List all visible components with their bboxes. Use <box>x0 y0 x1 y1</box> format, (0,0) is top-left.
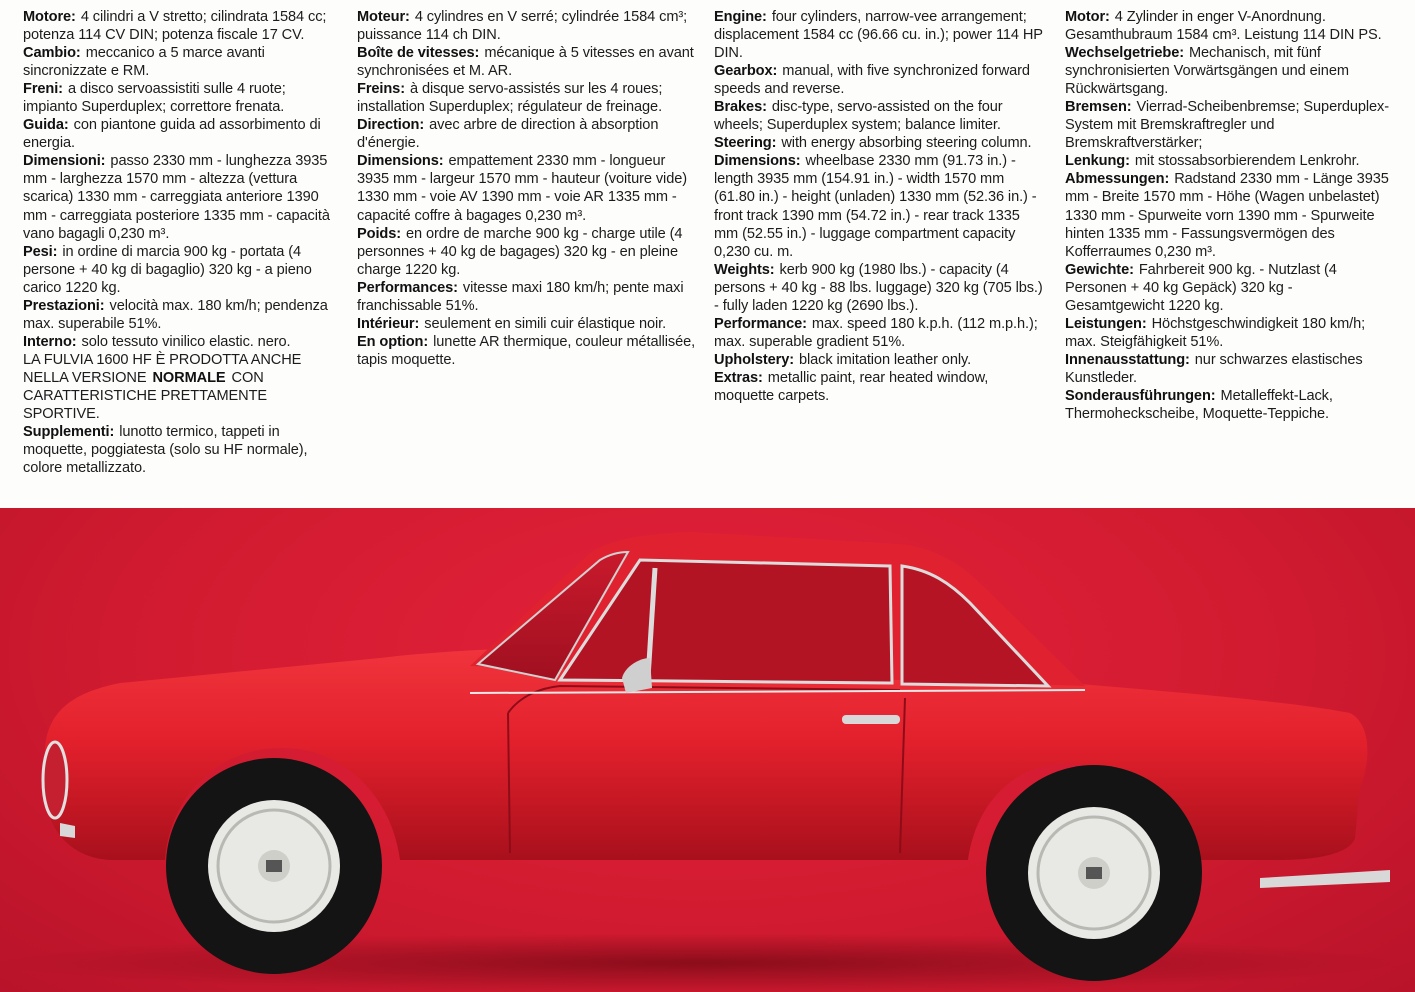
spec-value: four cylinders, narrow-vee arrangement; displacement 1584 cc (96.66 cu. in.); power 114 HP DIN. <box>714 9 1043 62</box>
spec-entry <box>714 315 1046 351</box>
spec-value: con piantone guida ad assorbimento di energia. <box>23 117 321 152</box>
spec-label: Bremsen: <box>1065 99 1132 116</box>
spec-entry <box>357 116 697 152</box>
spec-value: empattement 2330 mm - longueur 3935 mm - largeur 1570 mm - hauteur (voiture vide) 1330 mm - voie AV 1390 mm - voie AR 1335 mm - capacité coffre à bagages 0,230 m³. <box>357 153 687 224</box>
spec-value: Metalleffekt-Lack, Thermoheckscheibe, Moquette-Teppiche. <box>1065 387 1333 423</box>
spec-value: Radstand 2330 mm - Länge 3935 mm - Breite 1570 mm - Höhe (Wagen unbelastet) 1330 mm - Spurweite vorn 1390 mm - Spurweite hinten 1335 mm - Fassungsvermögen des Kofferraumes 0,230 m³. <box>1065 171 1389 260</box>
spec-label: Brakes: <box>714 99 767 116</box>
spec-value: nur schwarzes elastisches Kunstleder. <box>1065 351 1363 386</box>
specs-column-english <box>714 8 1046 405</box>
spec-label: Dimensions: <box>714 153 801 170</box>
spec-label: Prestazioni: <box>23 297 105 314</box>
specs-column-italian <box>23 8 341 477</box>
spec-value: Mechanisch, mit fünf synchronisierten Vorwärtsgängen und einem Rückwärtsgang. <box>1065 45 1349 98</box>
spec-entry <box>1065 152 1395 170</box>
spec-entry <box>1065 261 1395 315</box>
spec-value: 4 cylindres en V serré; cylindrée 1584 cm³; puissance 114 ch DIN. <box>357 9 688 44</box>
spec-entry <box>357 44 697 80</box>
spec-value: à disque servo-assistés sur les 4 roues; installation Superduplex; régulateur de freinage. <box>357 81 663 116</box>
spec-value: 4 cilindri a V stretto; cilindrata 1584 cc; potenza 114 CV DIN; potenza fiscale 17 CV. <box>23 9 327 44</box>
spec-entry <box>714 152 1046 260</box>
spec-entry <box>357 8 697 44</box>
spec-entry <box>714 134 1046 152</box>
spec-label: Steering: <box>714 135 777 152</box>
spec-value: Vierrad-Scheibenbremse; Superduplex-System mit Bremskraftregler und Bremskraftverstärker; <box>1065 99 1390 152</box>
spec-entry <box>357 279 697 315</box>
spec-value: with energy absorbing steering column. <box>781 135 1032 152</box>
spec-label: Performances: <box>357 279 458 296</box>
spec-value: manual, with five synchronized forward speeds and reverse. <box>714 63 1030 98</box>
spec-label: Performance: <box>714 315 807 332</box>
spec-label: Intérieur: <box>357 315 420 332</box>
spec-label: Dimensioni: <box>23 153 106 170</box>
spec-label: Dimensions: <box>357 153 444 170</box>
spec-value: wheelbase 2330 mm (91.73 in.) - length 3935 mm (154.91 in.) - width 1570 mm (61.80 in.) - height (unladen) 1330 mm (52.36 in.) - front track 1390 mm (54.72 in.) - rear track 1335 mm (52.55 in.) - luggage compartment capacity 0,230 cu. m. <box>714 153 1037 260</box>
spec-entry <box>23 333 341 351</box>
spec-label: Extras: <box>714 369 763 386</box>
spec-entry <box>1065 8 1395 44</box>
spec-entry <box>357 225 697 279</box>
spec-value: Fahrbereit 900 kg. - Nutzlast (4 Personen + 40 kg Gepäck) 320 kg - Gesamtgewicht 1220 kg. <box>1065 261 1337 314</box>
spec-entry <box>1065 351 1395 387</box>
spec-label: Gewichte: <box>1065 261 1134 278</box>
spec-entry <box>714 62 1046 98</box>
spec-label: Interno: <box>23 333 77 350</box>
spec-value: en ordre de marche 900 kg - charge utile (4 personnes + 40 kg de bagages) 320 kg - en pleine charge 1220 kg. <box>357 225 683 278</box>
spec-value: seulement en simili cuir élastique noir. <box>424 315 667 332</box>
spec-label: Pesi: <box>23 243 58 260</box>
spec-entry <box>357 80 697 116</box>
spec-entry <box>23 44 341 80</box>
spec-label: Freni: <box>23 81 63 98</box>
spec-value: vitesse maxi 180 km/h; pente maxi franchissable 51%. <box>357 279 684 314</box>
spec-entry <box>714 261 1046 315</box>
spec-value: avec arbre de direction à absorption d'énergie. <box>357 117 659 152</box>
spec-label: Engine: <box>714 9 767 25</box>
spec-label: Abmessungen: <box>1065 171 1170 188</box>
spec-label: Innenausstattung: <box>1065 351 1190 368</box>
red-coupe-side-view-icon <box>0 508 1415 992</box>
door-handle <box>842 715 900 724</box>
spec-label: Leistungen: <box>1065 315 1147 332</box>
specs-column-french <box>357 8 697 369</box>
car-photo <box>0 508 1415 992</box>
spec-value: disc-type, servo-assisted on the four wheels; Superduplex system; balance limiter. <box>714 99 1003 134</box>
spec-label: Wechselgetriebe: <box>1065 45 1184 62</box>
spec-label: Supplementi: <box>23 424 115 441</box>
spec-value: mit stossabsorbierendem Lenkrohr. <box>1134 153 1360 170</box>
spec-entry <box>23 116 341 152</box>
spec-value: metallic paint, rear heated window, moquette carpets. <box>714 369 989 404</box>
spec-value: solo tessuto vinilico elastic. nero. <box>81 333 291 350</box>
spec-entry <box>1065 44 1395 98</box>
spec-entry <box>23 297 341 333</box>
spec-entry <box>714 351 1046 369</box>
version-note-text: CON CARATTERISTICHE PRETTAMENTE SPORTIVE. <box>23 369 268 423</box>
spec-label: Sonderausführungen: <box>1065 387 1216 404</box>
spec-entry <box>357 333 697 369</box>
spec-label: En option: <box>357 333 429 350</box>
spec-entry <box>357 315 697 333</box>
version-note-emphasis: NORMALE <box>152 369 226 386</box>
spec-entry <box>23 243 341 297</box>
spec-value: lunette AR thermique, couleur métallisée, tapis moquette. <box>357 333 696 368</box>
spec-label: Guida: <box>23 117 69 134</box>
spec-value: in ordine di marcia 900 kg - portata (4 persone + 40 kg di bagaglio) 320 kg - a pieno carico 1220 kg. <box>23 243 312 296</box>
rear-bumper <box>1260 870 1390 888</box>
spec-entry <box>23 423 341 477</box>
spec-label: Freins: <box>357 81 405 98</box>
headlight <box>43 742 67 818</box>
spec-entry <box>23 8 341 44</box>
spec-label: Moteur: <box>357 9 410 25</box>
spec-entry <box>1065 170 1395 260</box>
spec-value: kerb 900 kg (1980 lbs.) - capacity (4 persons + 40 kg - 88 lbs. luggage) 320 kg (705 lbs.) - fully laden 1220 kg (2690 lbs.). <box>714 261 1043 314</box>
spec-entry <box>1065 98 1395 152</box>
spec-value: lunotto termico, tappeti in moquette, poggiatesta (solo su HF normale), colore metallizzato. <box>23 424 308 477</box>
spec-value: passo 2330 mm - lunghezza 3935 mm - larghezza 1570 mm - altezza (vettura scarica) 1330 mm - carreggiata anteriore 1390 mm - carreggiata posteriore 1335 mm - capacità vano bagagli 0,230 m³. <box>23 153 330 242</box>
spec-entry <box>714 98 1046 134</box>
spec-label: Gearbox: <box>714 63 778 80</box>
spec-label: Motor: <box>1065 9 1110 25</box>
spec-entry <box>714 369 1046 405</box>
spec-label: Lenkung: <box>1065 153 1130 170</box>
spec-value: meccanico a 5 marce avanti sincronizzate e RM. <box>23 45 265 80</box>
front-wheel-icon <box>166 758 382 974</box>
spec-value: black imitation leather only. <box>799 351 972 368</box>
spec-label: Boîte de vitesses: <box>357 45 480 62</box>
spec-value: a disco servoassistiti sulle 4 ruote; impianto Superduplex; correttore frenata. <box>23 81 286 116</box>
spec-entry <box>1065 387 1395 423</box>
spec-entry <box>357 152 697 224</box>
spec-label: Cambio: <box>23 45 81 62</box>
spec-value: Höchstgeschwindigkeit 180 km/h; max. Steigfähigkeit 51%. <box>1065 315 1366 350</box>
spec-value: mécanique à 5 vitesses en avant synchronisées et M. AR. <box>357 45 694 80</box>
spec-value: max. speed 180 k.p.h. (112 m.p.h.); max. superable gradient 51%. <box>714 315 1038 350</box>
spec-value: 4 Zylinder in enger V-Anordnung. Gesamthubraum 1584 cm³. Leistung 114 DIN PS. <box>1065 9 1382 44</box>
spec-label: Direction: <box>357 117 425 134</box>
spec-label: Upholstery: <box>714 351 794 368</box>
rear-wheel-icon <box>986 765 1202 981</box>
version-note-text: LA FULVIA 1600 HF È PRODOTTA ANCHE NELLA VERSIONE <box>23 351 302 386</box>
spec-entry <box>1065 315 1395 351</box>
spec-entry <box>714 8 1046 62</box>
spec-value: velocità max. 180 km/h; pendenza max. superabile 51%. <box>23 297 328 332</box>
spec-entry <box>23 152 341 242</box>
spec-label: Weights: <box>714 261 775 278</box>
specs-column-german <box>1065 8 1395 423</box>
spec-label: Motore: <box>23 9 76 25</box>
spec-entry <box>23 80 341 116</box>
spec-label: Poids: <box>357 225 401 242</box>
spec-entry <box>23 351 341 423</box>
